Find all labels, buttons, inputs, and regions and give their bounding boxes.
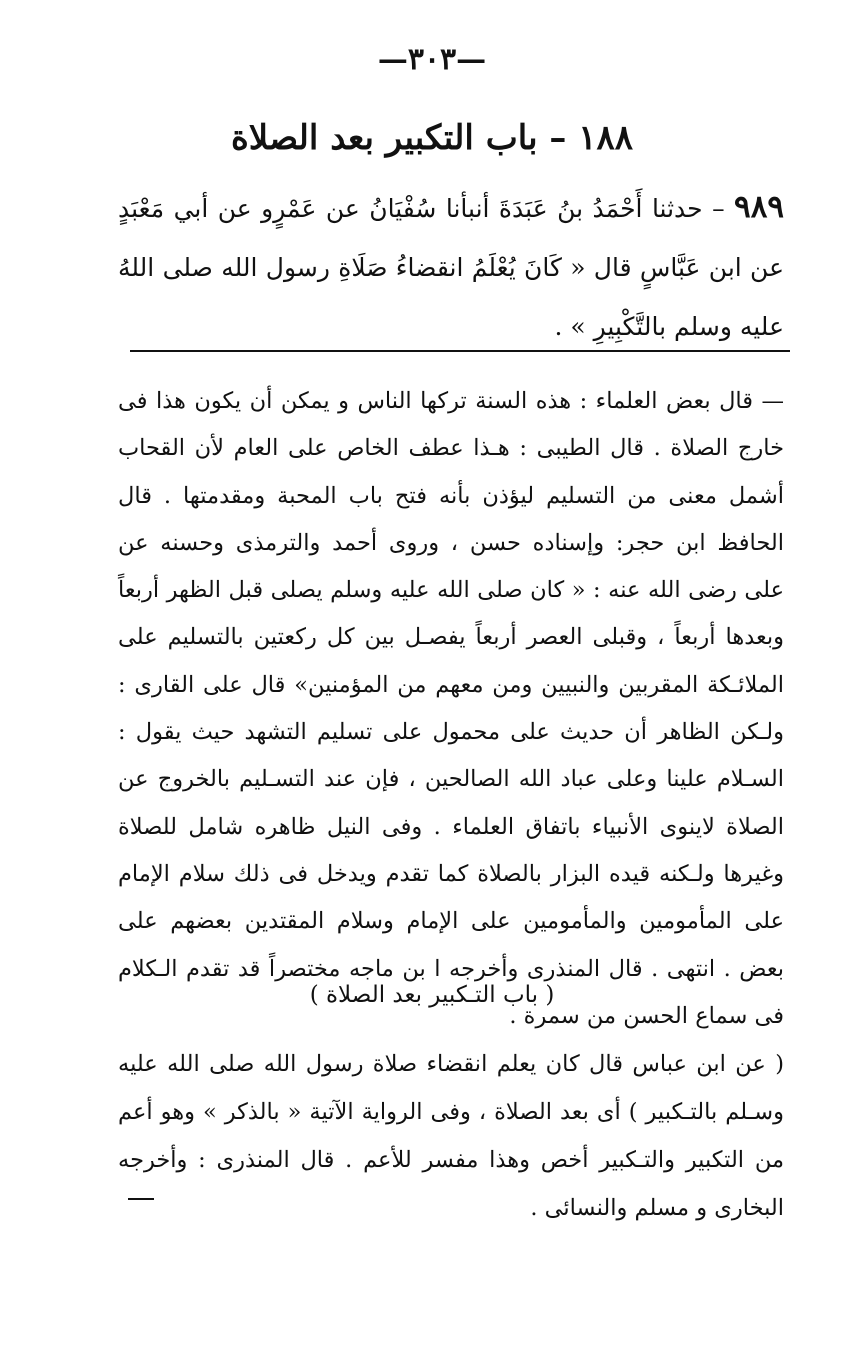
commentary-text: — قال بعض العلماء : هذه السنة تركها الناس و يمكن أن يكون هذا فى خارج الصلاة . قال الطيبى : هـذا عطف الخاص على العام لأن القحاب أشمل معنى من التسليم ليؤذن بأنه فتح باب المحبة ومقدمتها . قال الحافظ ابن حجر: وإسناده حسن ، وروى أحمد والترمذى وحسنه عن على رضى الله عنه : « كان صلى الله عليه وسلم يصلى قبل الظهر أربعاً وبعدها أربعاً ، وقبلى العصر أربعاً يفصـل بين كل ركعتين بالتسليم على الملائـكة المقربين والنبيين ومن معهم من المؤمنين» قال على القارى : ولـكن الظاهر أن حديث على محمول على تسليم التشهد حيث يقول : السـلام علينا وعلى عباد الله الصالحين ، فإن عند التسـليم بالخروج عن الصلاة لاينوى الأنبياء باتفاق العلماء . وفى النيل ظاهره شامل للصلاة وغيرها ولـكنه قيده البزار بالصلاة كما تقدم ويدخل فى ذلك سلام الإمام على المأمومين والمأمومين على الإمام وسلام المقتدين بعضهم على بعض . انتهى . قال المنذرى وأخرجه ا بن ماجه مختصراً قد تقدم الـكلام فى سماع الحسن من سمرة . bbox=[118, 388, 784, 1029]
chapter-title: ١٨٨ – باب التكبير بعد الصلاة bbox=[230, 118, 634, 158]
section-divider bbox=[130, 350, 790, 352]
hadith-text-block bbox=[118, 178, 784, 356]
commentary-sub-heading: ( باب التـكبير بعد الصلاة ) bbox=[309, 982, 555, 1008]
page-number: —٣٠٣— bbox=[377, 42, 487, 77]
end-dash bbox=[128, 1198, 154, 1200]
explanation-text: ( عن ابن عباس قال كان يعلم انقضاء صلاة رسول الله صلى الله عليه وسـلم بالتـكبير ) أى بعد الصلاة ، وفى الرواية الآتية « بالذكر » وهو أعم من التكبير والتـكبير أخص وهذا مفسر للأعم . قال المنذرى : وأخرجه البخارى و مسلم والنسائى . bbox=[118, 1051, 784, 1221]
hadith-number: ٩٨٩ bbox=[734, 189, 784, 225]
hadith-text: – حدثنا أَحْمَدُ بنُ عَبَدَةَ أنبأنا سُفْيَانُ عن عَمْرٍو عن أبي مَعْبَدٍ عن ابن عَبَّاسٍ قال « كَانَ يُعْلَمُ انقضاءُ صَلَاةِ رسول الله صلى اللهُ عليه وسلم بالتَّكْبِيرِ » . bbox=[118, 194, 784, 341]
